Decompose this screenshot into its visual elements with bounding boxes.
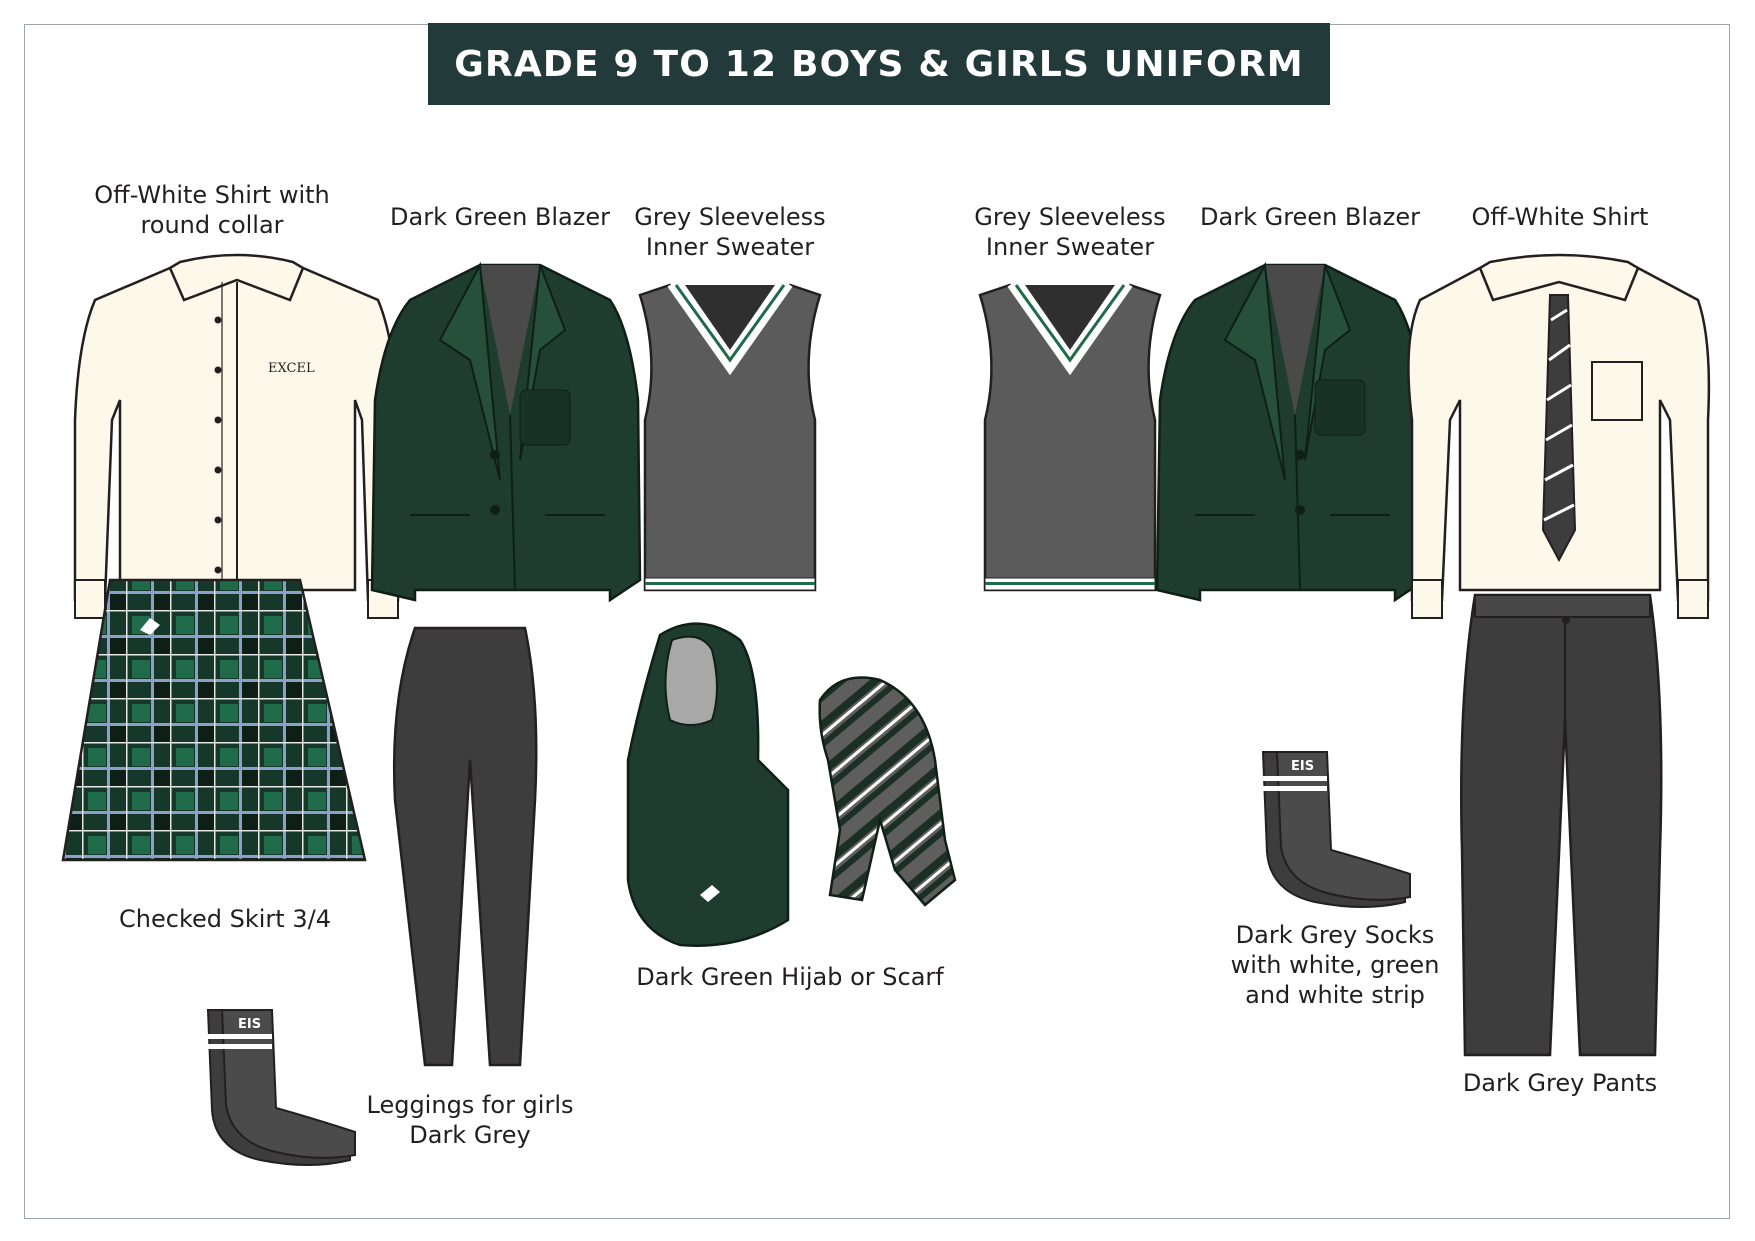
boys-socks-label-line2: with white, green: [1230, 951, 1440, 979]
boys-sweater-label-line2: Inner Sweater: [985, 233, 1155, 261]
girls-blazer-drawing: [372, 265, 640, 600]
pants-drawing: [1461, 595, 1661, 1055]
girls-shirt-drawing: [75, 255, 398, 618]
boys-socks-label-line3: and white strip: [1245, 981, 1425, 1009]
girls-shirt-logo-text: EXCEL: [268, 361, 315, 376]
boys-sweater-label-line1: Grey Sleeveless: [974, 203, 1166, 231]
skirt-label: [100, 904, 350, 934]
leggings-label-line2: Dark Grey: [409, 1121, 531, 1149]
girls-sweater-label-line1: Grey Sleeveless: [634, 203, 826, 231]
boys-socks-drawing: [1263, 752, 1410, 907]
boys-socks-label: [1215, 920, 1455, 1010]
pants-label-line1: Dark Grey Pants: [1462, 1069, 1658, 1097]
boys-sweater-drawing: [980, 285, 1160, 590]
boys-socks-label-line1: Dark Grey Socks: [1235, 921, 1435, 949]
boys-shirt-label-line1: Off-White Shirt: [1471, 203, 1649, 231]
pants-label: [1450, 1068, 1670, 1098]
leggings-drawing: [394, 628, 536, 1065]
boys-blazer-label: [1190, 202, 1430, 232]
scarf-drawing: [820, 678, 955, 906]
girls-sweater-drawing: [640, 285, 820, 590]
girls-sweater-label-line2: Inner Sweater: [645, 233, 815, 261]
page-title: GRADE 9 TO 12 BOYS & GIRLS UNIFORM: [454, 43, 1304, 85]
boys-shirt-label: [1450, 202, 1670, 232]
girls-shirt-label-line1: Off-White Shirt with: [94, 181, 330, 209]
leggings-label: [350, 1090, 590, 1150]
girls-blazer-label-line1: Dark Green Blazer: [390, 203, 610, 231]
hijab-drawing: [628, 624, 788, 946]
skirt-label-line1: Checked Skirt 3/4: [119, 905, 331, 933]
girls-blazer-label: [380, 202, 620, 232]
boys-blazer-drawing: [1157, 265, 1425, 600]
girls-shirt-label-line2: round collar: [140, 211, 284, 239]
boys-blazer-label-line1: Dark Green Blazer: [1200, 203, 1420, 231]
hijab-label: [630, 962, 950, 992]
hijab-label-line1: Dark Green Hijab or Scarf: [636, 963, 944, 991]
girls-shirt-label: [82, 180, 342, 240]
boys-sock-text: EIS: [1291, 759, 1315, 774]
girls-socks-drawing: [208, 1010, 355, 1165]
girls-sock-text: EIS: [238, 1017, 262, 1032]
leggings-label-line1: Leggings for girls: [366, 1091, 574, 1119]
boys-sweater-label: [960, 202, 1180, 262]
girls-sweater-label: [620, 202, 840, 262]
boys-shirt-drawing: [1408, 255, 1708, 618]
skirt-drawing: [63, 580, 365, 860]
